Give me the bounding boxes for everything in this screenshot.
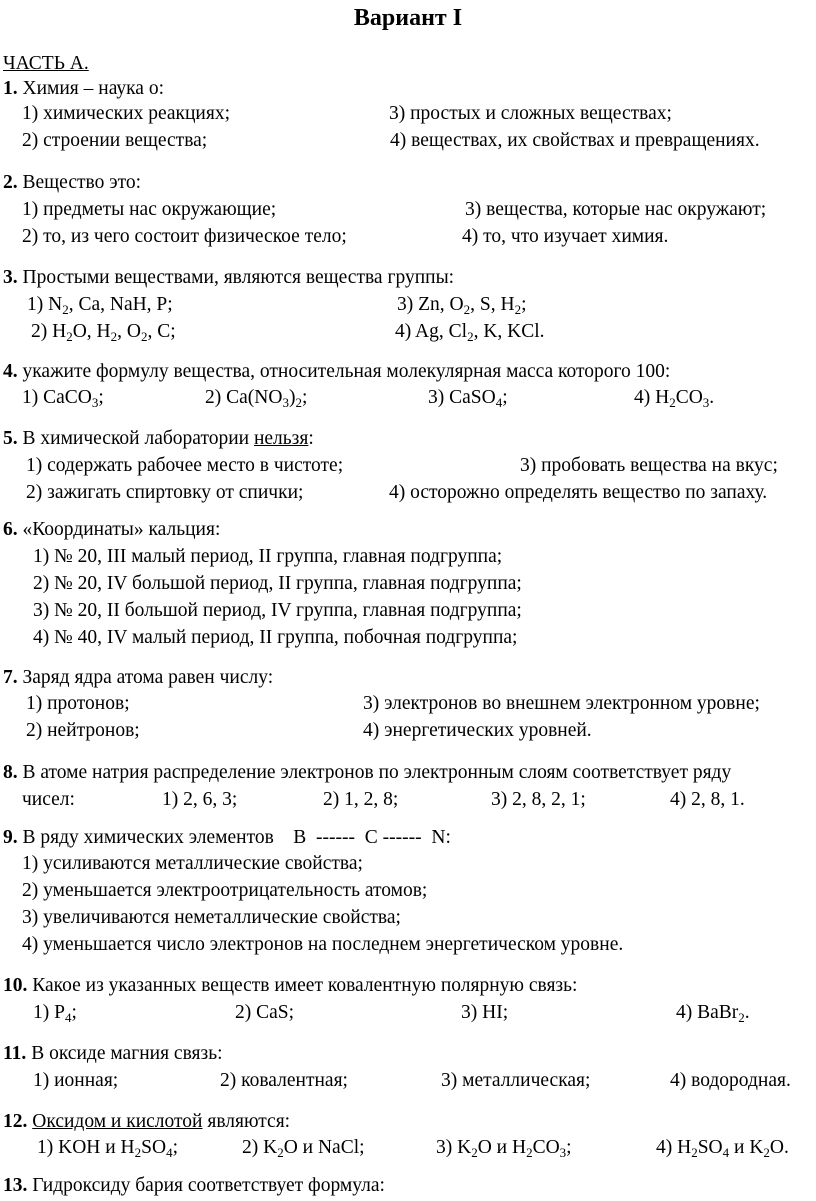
question-text: Простыми веществами, являются вещества группы: [22, 267, 455, 288]
question-text-continuation: чисел: [22, 789, 75, 810]
answer-option: 3) 2, 8, 2, 1; [491, 789, 586, 810]
answer-option: 3) CaSO$_4$; [428, 387, 508, 410]
answer-option: 3) вещества, которые нас окружают; [465, 199, 767, 220]
answer-option: 3) HI; [461, 1002, 509, 1023]
answer-option: 1) предметы нас окружающие; [22, 199, 277, 220]
answer-option: 4) $H_2SO_4$ и $K_2O$. [656, 1137, 789, 1160]
question-6 [3, 518, 220, 542]
answer-option: 3) увеличиваются неметаллические свойства; [22, 907, 401, 928]
answer-option: 1) содержать рабочее место в чистоте; [26, 455, 344, 476]
answer-option: 4) водородная. [670, 1070, 791, 1091]
answer-option: 3) пробовать вещества на вкус; [520, 455, 778, 476]
answer-option: 2) $Ca(NO_3)_2$; [205, 387, 308, 410]
answer-option: 3) $K_2O$ и $H_2CO_3$; [436, 1137, 572, 1160]
answer-option: 4) то, что изучает химия. [462, 226, 669, 247]
question-number: 9. [3, 827, 18, 848]
question-8 [3, 761, 731, 785]
answer-option: 2) ковалентная; [220, 1070, 348, 1091]
answer-option: 4) уменьшается число электронов на последнем энергетическом уровне. [22, 934, 624, 955]
answer-option: 2) строении вещества; [22, 130, 208, 151]
answer-option: 2) CaS; [235, 1002, 295, 1023]
question-9 [3, 826, 451, 850]
answer-option: 1) $N_2$, Ca, NaH, P; [27, 294, 173, 317]
answer-option: 4) № 40, IV малый период, II группа, побочная подгруппа; [33, 627, 518, 648]
answer-option: 4) $H_2CO_3$. [634, 387, 715, 410]
answer-option: 4) BaBr$_2$. [676, 1002, 750, 1025]
question-text: Вещество это: [22, 172, 141, 193]
question-7 [3, 666, 273, 690]
answer-option: 2) 1, 2, 8; [323, 789, 399, 810]
answer-option: 1) ионная; [33, 1070, 119, 1091]
answer-option: 4) осторожно определять вещество по запаху. [389, 482, 768, 503]
question-number: 5. [3, 428, 18, 449]
question-number: 2. [3, 172, 18, 193]
question-11 [3, 1042, 223, 1066]
answer-option: 1) № 20, III малый период, II группа, главная подгруппа; [33, 546, 503, 567]
answer-option: 3) простых и сложных веществах; [389, 103, 672, 124]
question-number: 4. [3, 361, 18, 382]
page-title: Вариант I [353, 5, 463, 31]
question-text: В химической лаборатории нельзя: [22, 428, 314, 449]
question-2 [3, 171, 141, 195]
question-text: В атоме натрия распределение электронов по электронным слоям соответствует ряду [22, 762, 732, 783]
answer-option: 2) зажигать спиртовку от спички; [26, 482, 304, 503]
question-4 [3, 360, 670, 384]
question-text: Какое из указанных веществ имеет ковалентную полярную связь: [32, 975, 578, 996]
question-3 [3, 266, 454, 290]
answer-option: 4) веществах, их свойствах и превращениях. [390, 130, 760, 151]
answer-option: 4) энергетических уровней. [363, 720, 592, 741]
question-text: «Координаты» кальция: [22, 519, 221, 540]
question-1 [3, 77, 164, 101]
question-number: 10. [3, 975, 28, 996]
question-number: 1. [3, 78, 18, 99]
question-number: 7. [3, 667, 18, 688]
question-13 [3, 1174, 385, 1198]
question-text: В ряду химических элементов B ------ C ------ N: [22, 827, 451, 848]
question-5 [3, 427, 314, 451]
answer-option: 2) уменьшается электроотрицательность атомов; [22, 880, 428, 901]
answer-option: 2) $K_2O$ и NaCl; [242, 1137, 365, 1160]
question-text: Оксидом и кислотой являются: [32, 1111, 291, 1132]
question-text: укажите формулу вещества, относительная молекулярная масса которого 100: [22, 361, 671, 382]
question-text: В оксиде магния связь: [31, 1043, 223, 1064]
answer-option: 1) усиливаются металлические свойства; [22, 853, 363, 874]
question-number: 6. [3, 519, 18, 540]
question-text: Заряд ядра атома равен числу: [22, 667, 274, 688]
question-number: 12. [3, 1111, 28, 1132]
question-10 [3, 974, 577, 998]
answer-option: 3) электронов во внешнем электронном уровне; [363, 693, 760, 714]
answer-option: 2) нейтронов; [26, 720, 140, 741]
answer-option: 1) $P_4$; [33, 1002, 77, 1025]
answer-option: 1) 2, 6, 3; [162, 789, 238, 810]
answer-option: 3) металлическая; [441, 1070, 591, 1091]
answer-option: 2) $H_2O$, $H_2$, $O_2$, C; [31, 321, 176, 344]
answer-option: 1) KOH и $H_2SO_4$; [37, 1137, 178, 1160]
answer-option: 3) Zn, $O_2$, S, $H_2$; [397, 294, 527, 317]
answer-option: 1) CaCO$_3$; [22, 387, 104, 410]
question-text: Химия – наука о: [22, 78, 164, 99]
answer-option: 3) № 20, II большой период, IV группа, главная подгруппа; [33, 600, 522, 621]
answer-option: 2) то, из чего состоит физическое тело; [22, 226, 347, 247]
question-number: 3. [3, 267, 18, 288]
part-heading: ЧАСТЬ А. [3, 53, 89, 74]
answer-option: 4) Ag, $Cl_2$, K, KCl. [395, 321, 545, 344]
question-number: 11. [3, 1043, 27, 1064]
question-number: 13. [3, 1175, 28, 1196]
question-text: Гидроксиду бария соответствует формула: [32, 1175, 385, 1196]
question-number: 8. [3, 762, 18, 783]
answer-option: 2) № 20, IV большой период, II группа, главная подгруппа; [33, 573, 522, 594]
answer-option: 1) протонов; [26, 693, 130, 714]
answer-option: 4) 2, 8, 1. [670, 789, 745, 810]
answer-option: 1) химических реакциях; [22, 103, 230, 124]
question-12 [3, 1110, 290, 1134]
